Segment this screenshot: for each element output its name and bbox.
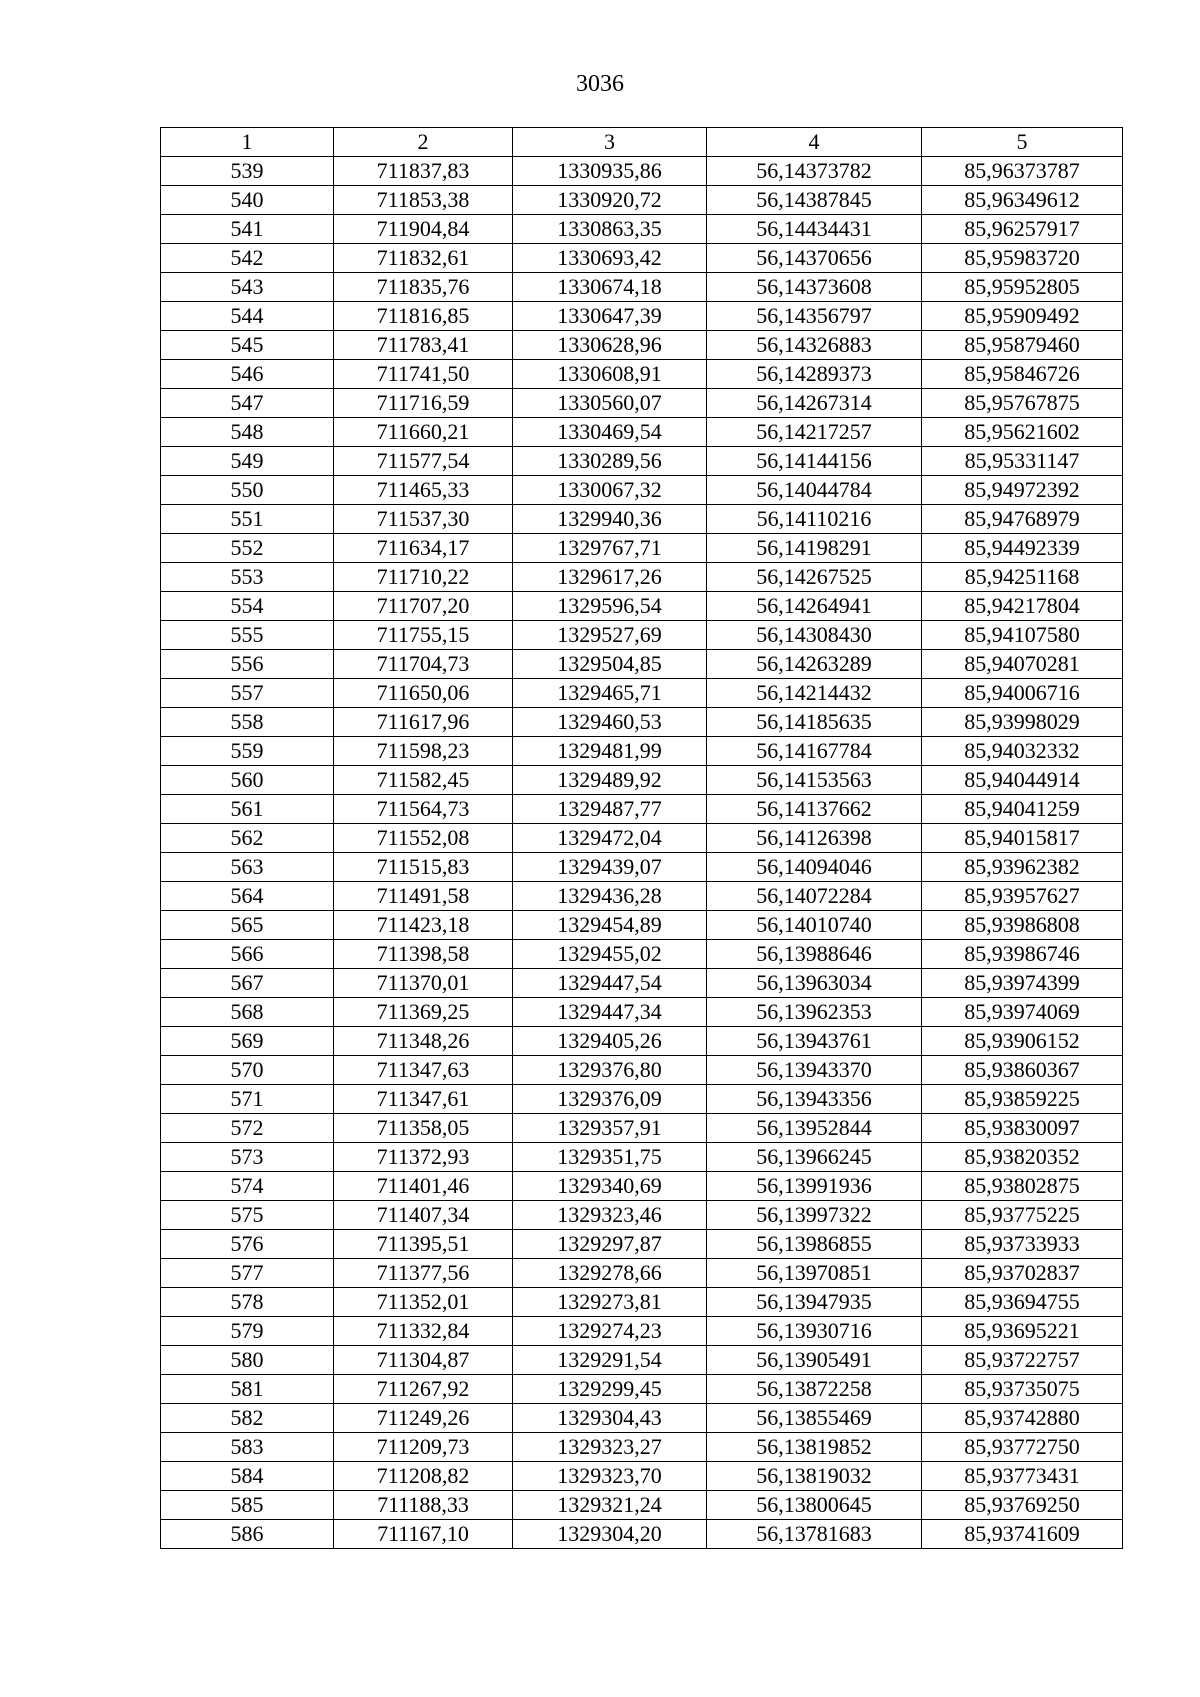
table-cell-col-4: 56,14144156 — [707, 447, 922, 476]
table-row — [161, 1259, 1123, 1288]
table-cell-col-4: 56,13855469 — [707, 1404, 922, 1433]
table-row — [161, 1027, 1123, 1056]
table-row — [161, 592, 1123, 621]
table-cell-col-1: 549 — [161, 447, 334, 476]
table-cell-col-4: 56,14094046 — [707, 853, 922, 882]
table-cell-col-3: 1329278,66 — [513, 1259, 707, 1288]
table-cell-col-5: 85,93702837 — [922, 1259, 1123, 1288]
table-cell-col-5: 85,93735075 — [922, 1375, 1123, 1404]
table-cell-col-4: 56,14326883 — [707, 331, 922, 360]
table-cell-col-4: 56,14044784 — [707, 476, 922, 505]
table-cell-col-5: 85,94107580 — [922, 621, 1123, 650]
table-cell-col-1: 546 — [161, 360, 334, 389]
table-cell-col-2: 711707,20 — [334, 592, 513, 621]
table-cell-col-1: 568 — [161, 998, 334, 1027]
table-cell-col-5: 85,93742880 — [922, 1404, 1123, 1433]
table-cell-col-4: 56,13991936 — [707, 1172, 922, 1201]
table-row — [161, 1201, 1123, 1230]
table-cell-col-5: 85,93974069 — [922, 998, 1123, 1027]
table-cell-col-5: 85,93830097 — [922, 1114, 1123, 1143]
table-cell-col-4: 56,14308430 — [707, 621, 922, 650]
table-row — [161, 1520, 1123, 1549]
table-cell-col-5: 85,96257917 — [922, 215, 1123, 244]
table-cell-col-3: 1329376,80 — [513, 1056, 707, 1085]
table-row — [161, 679, 1123, 708]
table-header — [161, 128, 1123, 157]
table-cell-col-4: 56,14267314 — [707, 389, 922, 418]
table-cell-col-4: 56,13905491 — [707, 1346, 922, 1375]
table-cell-col-2: 711372,93 — [334, 1143, 513, 1172]
table-cell-col-3: 1330289,56 — [513, 447, 707, 476]
table-cell-col-2: 711634,17 — [334, 534, 513, 563]
table-cell-col-1: 580 — [161, 1346, 334, 1375]
table-cell-col-2: 711853,38 — [334, 186, 513, 215]
table-cell-col-4: 56,14267525 — [707, 563, 922, 592]
table-cell-col-3: 1330560,07 — [513, 389, 707, 418]
table-cell-col-5: 85,93769250 — [922, 1491, 1123, 1520]
table-cell-col-4: 56,14137662 — [707, 795, 922, 824]
table-cell-col-3: 1329304,20 — [513, 1520, 707, 1549]
table-cell-col-2: 711369,25 — [334, 998, 513, 1027]
table-row — [161, 1462, 1123, 1491]
table-cell-col-3: 1329299,45 — [513, 1375, 707, 1404]
header-row — [161, 128, 1123, 157]
table-cell-col-3: 1330693,42 — [513, 244, 707, 273]
table-cell-col-3: 1329487,77 — [513, 795, 707, 824]
table-cell-col-3: 1329447,34 — [513, 998, 707, 1027]
table-cell-col-3: 1329454,89 — [513, 911, 707, 940]
table-cell-col-5: 85,95331147 — [922, 447, 1123, 476]
table-cell-col-1: 545 — [161, 331, 334, 360]
table-cell-col-1: 550 — [161, 476, 334, 505]
table-cell-col-4: 56,14264941 — [707, 592, 922, 621]
table-cell-col-4: 56,13872258 — [707, 1375, 922, 1404]
table-cell-col-3: 1330067,32 — [513, 476, 707, 505]
table-cell-col-2: 711395,51 — [334, 1230, 513, 1259]
table-cell-col-4: 56,14289373 — [707, 360, 922, 389]
table-cell-col-5: 85,93859225 — [922, 1085, 1123, 1114]
table-row — [161, 940, 1123, 969]
table-cell-col-1: 578 — [161, 1288, 334, 1317]
table-row — [161, 882, 1123, 911]
column-header-1: 1 — [161, 128, 334, 157]
table-row — [161, 795, 1123, 824]
table-cell-col-3: 1329481,99 — [513, 737, 707, 766]
table-row — [161, 1433, 1123, 1462]
table-cell-col-1: 564 — [161, 882, 334, 911]
table-cell-col-4: 56,13966245 — [707, 1143, 922, 1172]
table-cell-col-1: 552 — [161, 534, 334, 563]
table-cell-col-3: 1329304,43 — [513, 1404, 707, 1433]
table-cell-col-4: 56,14370656 — [707, 244, 922, 273]
table-cell-col-3: 1329617,26 — [513, 563, 707, 592]
table-cell-col-1: 571 — [161, 1085, 334, 1114]
table-cell-col-2: 711710,22 — [334, 563, 513, 592]
table-cell-col-2: 711208,82 — [334, 1462, 513, 1491]
table-cell-col-1: 584 — [161, 1462, 334, 1491]
table-cell-col-1: 581 — [161, 1375, 334, 1404]
table-cell-col-1: 573 — [161, 1143, 334, 1172]
table-cell-col-4: 56,14373608 — [707, 273, 922, 302]
table-cell-col-2: 711304,87 — [334, 1346, 513, 1375]
table-cell-col-2: 711188,33 — [334, 1491, 513, 1520]
table-cell-col-1: 565 — [161, 911, 334, 940]
table-cell-col-5: 85,95767875 — [922, 389, 1123, 418]
table-cell-col-4: 56,13930716 — [707, 1317, 922, 1346]
table-cell-col-2: 711564,73 — [334, 795, 513, 824]
table-cell-col-3: 1330647,39 — [513, 302, 707, 331]
table-cell-col-4: 56,14217257 — [707, 418, 922, 447]
table-row — [161, 215, 1123, 244]
table-cell-col-2: 711837,83 — [334, 157, 513, 186]
table-cell-col-4: 56,13997322 — [707, 1201, 922, 1230]
table-cell-col-3: 1329297,87 — [513, 1230, 707, 1259]
table-cell-col-3: 1329323,46 — [513, 1201, 707, 1230]
table-cell-col-2: 711407,34 — [334, 1201, 513, 1230]
table-cell-col-3: 1329460,53 — [513, 708, 707, 737]
column-header-3: 3 — [513, 128, 707, 157]
table-cell-col-5: 85,93694755 — [922, 1288, 1123, 1317]
table-row — [161, 447, 1123, 476]
table-row — [161, 186, 1123, 215]
table-cell-col-3: 1329596,54 — [513, 592, 707, 621]
table-cell-col-2: 711209,73 — [334, 1433, 513, 1462]
table-row — [161, 389, 1123, 418]
table-row — [161, 1056, 1123, 1085]
table-cell-col-1: 557 — [161, 679, 334, 708]
table-cell-col-3: 1329472,04 — [513, 824, 707, 853]
table-cell-col-5: 85,94041259 — [922, 795, 1123, 824]
table-cell-col-4: 56,13943356 — [707, 1085, 922, 1114]
table-cell-col-1: 559 — [161, 737, 334, 766]
table-row — [161, 911, 1123, 940]
table-cell-col-4: 56,14126398 — [707, 824, 922, 853]
table-cell-col-4: 56,14072284 — [707, 882, 922, 911]
table-cell-col-3: 1329321,24 — [513, 1491, 707, 1520]
table-cell-col-3: 1329376,09 — [513, 1085, 707, 1114]
column-header-5: 5 — [922, 128, 1123, 157]
table-cell-col-2: 711377,56 — [334, 1259, 513, 1288]
table-cell-col-2: 711167,10 — [334, 1520, 513, 1549]
table-cell-col-1: 585 — [161, 1491, 334, 1520]
table-cell-col-4: 56,13947935 — [707, 1288, 922, 1317]
table-row — [161, 1404, 1123, 1433]
table-cell-col-2: 711249,26 — [334, 1404, 513, 1433]
table-cell-col-1: 543 — [161, 273, 334, 302]
table-cell-col-3: 1329439,07 — [513, 853, 707, 882]
table-cell-col-1: 555 — [161, 621, 334, 650]
table-cell-col-5: 85,95909492 — [922, 302, 1123, 331]
table-cell-col-2: 711904,84 — [334, 215, 513, 244]
table-cell-col-1: 570 — [161, 1056, 334, 1085]
table-cell-col-1: 583 — [161, 1433, 334, 1462]
table-cell-col-4: 56,14010740 — [707, 911, 922, 940]
table-cell-col-5: 85,94768979 — [922, 505, 1123, 534]
table-cell-col-4: 56,13962353 — [707, 998, 922, 1027]
table-cell-col-4: 56,13970851 — [707, 1259, 922, 1288]
table-cell-col-4: 56,13952844 — [707, 1114, 922, 1143]
table-cell-col-1: 577 — [161, 1259, 334, 1288]
table-cell-col-2: 711401,46 — [334, 1172, 513, 1201]
table-cell-col-3: 1330469,54 — [513, 418, 707, 447]
table-cell-col-5: 85,93695221 — [922, 1317, 1123, 1346]
table-cell-col-3: 1329489,92 — [513, 766, 707, 795]
table-cell-col-1: 562 — [161, 824, 334, 853]
table-row — [161, 1085, 1123, 1114]
table-cell-col-3: 1329436,28 — [513, 882, 707, 911]
table-body — [161, 157, 1123, 1549]
table-cell-col-3: 1329527,69 — [513, 621, 707, 650]
table-row — [161, 824, 1123, 853]
table-row — [161, 273, 1123, 302]
table-cell-col-2: 711741,50 — [334, 360, 513, 389]
table-cell-col-5: 85,93974399 — [922, 969, 1123, 998]
table-row — [161, 418, 1123, 447]
table-cell-col-3: 1330608,91 — [513, 360, 707, 389]
table-cell-col-5: 85,93998029 — [922, 708, 1123, 737]
table-cell-col-1: 541 — [161, 215, 334, 244]
table-cell-col-1: 548 — [161, 418, 334, 447]
table-cell-col-2: 711835,76 — [334, 273, 513, 302]
table-cell-col-4: 56,14356797 — [707, 302, 922, 331]
table-cell-col-4: 56,13986855 — [707, 1230, 922, 1259]
table-cell-col-5: 85,96349612 — [922, 186, 1123, 215]
table-cell-col-2: 711358,05 — [334, 1114, 513, 1143]
table-row — [161, 244, 1123, 273]
table-cell-col-5: 85,93860367 — [922, 1056, 1123, 1085]
table-row — [161, 534, 1123, 563]
table-cell-col-2: 711552,08 — [334, 824, 513, 853]
table-cell-col-5: 85,95621602 — [922, 418, 1123, 447]
table-cell-col-4: 56,14185635 — [707, 708, 922, 737]
table-row — [161, 1172, 1123, 1201]
table-cell-col-5: 85,93906152 — [922, 1027, 1123, 1056]
table-cell-col-4: 56,13943761 — [707, 1027, 922, 1056]
table-cell-col-5: 85,94015817 — [922, 824, 1123, 853]
table-cell-col-2: 711332,84 — [334, 1317, 513, 1346]
table-cell-col-3: 1330628,96 — [513, 331, 707, 360]
table-cell-col-5: 85,93986746 — [922, 940, 1123, 969]
table-cell-col-5: 85,94251168 — [922, 563, 1123, 592]
table-cell-col-3: 1329351,75 — [513, 1143, 707, 1172]
table-cell-col-1: 582 — [161, 1404, 334, 1433]
table-row — [161, 621, 1123, 650]
table-cell-col-4: 56,14214432 — [707, 679, 922, 708]
table-cell-col-3: 1329447,54 — [513, 969, 707, 998]
table-cell-col-4: 56,14110216 — [707, 505, 922, 534]
table-cell-col-2: 711352,01 — [334, 1288, 513, 1317]
table-cell-col-2: 711783,41 — [334, 331, 513, 360]
table-cell-col-5: 85,93722757 — [922, 1346, 1123, 1375]
table-cell-col-3: 1330920,72 — [513, 186, 707, 215]
table-cell-col-2: 711347,61 — [334, 1085, 513, 1114]
table-cell-col-1: 566 — [161, 940, 334, 969]
table-row — [161, 737, 1123, 766]
table-cell-col-1: 560 — [161, 766, 334, 795]
table-row — [161, 1288, 1123, 1317]
table-cell-col-2: 711832,61 — [334, 244, 513, 273]
table-cell-col-3: 1329455,02 — [513, 940, 707, 969]
table-cell-col-3: 1330935,86 — [513, 157, 707, 186]
table-cell-col-2: 711660,21 — [334, 418, 513, 447]
table-cell-col-5: 85,94070281 — [922, 650, 1123, 679]
table-cell-col-2: 711370,01 — [334, 969, 513, 998]
table-cell-col-4: 56,14387845 — [707, 186, 922, 215]
table-row — [161, 157, 1123, 186]
table-cell-col-1: 572 — [161, 1114, 334, 1143]
column-header-4: 4 — [707, 128, 922, 157]
table-row — [161, 1114, 1123, 1143]
table-cell-col-3: 1329323,70 — [513, 1462, 707, 1491]
table-cell-col-1: 540 — [161, 186, 334, 215]
table-cell-col-1: 569 — [161, 1027, 334, 1056]
table-cell-col-2: 711617,96 — [334, 708, 513, 737]
table-cell-col-2: 711398,58 — [334, 940, 513, 969]
table-cell-col-2: 711537,30 — [334, 505, 513, 534]
table-cell-col-1: 556 — [161, 650, 334, 679]
table-cell-col-2: 711704,73 — [334, 650, 513, 679]
table-cell-col-4: 56,14373782 — [707, 157, 922, 186]
table-row — [161, 1230, 1123, 1259]
table-cell-col-3: 1329767,71 — [513, 534, 707, 563]
table-cell-col-1: 563 — [161, 853, 334, 882]
table-cell-col-2: 711755,15 — [334, 621, 513, 650]
table-cell-col-5: 85,96373787 — [922, 157, 1123, 186]
table-cell-col-1: 558 — [161, 708, 334, 737]
table-row — [161, 998, 1123, 1027]
column-header-2: 2 — [334, 128, 513, 157]
table-cell-col-5: 85,93772750 — [922, 1433, 1123, 1462]
table-cell-col-1: 547 — [161, 389, 334, 418]
table-cell-col-5: 85,93773431 — [922, 1462, 1123, 1491]
table-cell-col-2: 711816,85 — [334, 302, 513, 331]
table-row — [161, 1375, 1123, 1404]
table-cell-col-2: 711267,92 — [334, 1375, 513, 1404]
table-cell-col-5: 85,93962382 — [922, 853, 1123, 882]
table-row — [161, 1491, 1123, 1520]
table-cell-col-5: 85,93741609 — [922, 1520, 1123, 1549]
table-cell-col-5: 85,95952805 — [922, 273, 1123, 302]
table-cell-col-2: 711348,26 — [334, 1027, 513, 1056]
table-cell-col-4: 56,13963034 — [707, 969, 922, 998]
table-cell-col-3: 1330674,18 — [513, 273, 707, 302]
table-cell-col-5: 85,94972392 — [922, 476, 1123, 505]
table-cell-col-2: 711650,06 — [334, 679, 513, 708]
page-number: 3036 — [576, 71, 624, 97]
table-cell-col-4: 56,14198291 — [707, 534, 922, 563]
table-cell-col-1: 554 — [161, 592, 334, 621]
table-cell-col-5: 85,93957627 — [922, 882, 1123, 911]
table-row — [161, 360, 1123, 389]
table-row — [161, 505, 1123, 534]
table-cell-col-1: 542 — [161, 244, 334, 273]
table-cell-col-5: 85,95983720 — [922, 244, 1123, 273]
table-row — [161, 853, 1123, 882]
table-row — [161, 331, 1123, 360]
table-cell-col-1: 561 — [161, 795, 334, 824]
table-cell-col-5: 85,94006716 — [922, 679, 1123, 708]
table-cell-col-4: 56,14167784 — [707, 737, 922, 766]
table-cell-col-5: 85,95879460 — [922, 331, 1123, 360]
table-row — [161, 969, 1123, 998]
table-cell-col-2: 711465,33 — [334, 476, 513, 505]
table-row — [161, 1317, 1123, 1346]
table-cell-col-3: 1329291,54 — [513, 1346, 707, 1375]
table-cell-col-1: 574 — [161, 1172, 334, 1201]
table-cell-col-1: 544 — [161, 302, 334, 331]
table-cell-col-4: 56,14434431 — [707, 215, 922, 244]
table-cell-col-3: 1329940,36 — [513, 505, 707, 534]
table-cell-col-1: 576 — [161, 1230, 334, 1259]
table-cell-col-5: 85,93820352 — [922, 1143, 1123, 1172]
table-row — [161, 302, 1123, 331]
table-cell-col-5: 85,94492339 — [922, 534, 1123, 563]
table-row — [161, 1143, 1123, 1172]
table-cell-col-5: 85,95846726 — [922, 360, 1123, 389]
table-cell-col-4: 56,14153563 — [707, 766, 922, 795]
table-cell-col-4: 56,13988646 — [707, 940, 922, 969]
table-cell-col-4: 56,13781683 — [707, 1520, 922, 1549]
table-cell-col-2: 711716,59 — [334, 389, 513, 418]
table-cell-col-4: 56,13800645 — [707, 1491, 922, 1520]
table-cell-col-4: 56,13943370 — [707, 1056, 922, 1085]
table-cell-col-3: 1329274,23 — [513, 1317, 707, 1346]
table-cell-col-1: 553 — [161, 563, 334, 592]
table-cell-col-4: 56,13819032 — [707, 1462, 922, 1491]
table-cell-col-5: 85,93802875 — [922, 1172, 1123, 1201]
table-cell-col-3: 1329323,27 — [513, 1433, 707, 1462]
table-cell-col-2: 711598,23 — [334, 737, 513, 766]
table-row — [161, 476, 1123, 505]
table-cell-col-4: 56,13819852 — [707, 1433, 922, 1462]
table-cell-col-3: 1329465,71 — [513, 679, 707, 708]
table-cell-col-5: 85,94032332 — [922, 737, 1123, 766]
table-cell-col-2: 711577,54 — [334, 447, 513, 476]
table-cell-col-1: 539 — [161, 157, 334, 186]
table-cell-col-2: 711582,45 — [334, 766, 513, 795]
table-cell-col-5: 85,93986808 — [922, 911, 1123, 940]
table-row — [161, 708, 1123, 737]
table-cell-col-2: 711491,58 — [334, 882, 513, 911]
table-cell-col-3: 1329273,81 — [513, 1288, 707, 1317]
table-cell-col-5: 85,94044914 — [922, 766, 1123, 795]
table-row — [161, 650, 1123, 679]
table-cell-col-5: 85,93775225 — [922, 1201, 1123, 1230]
table-cell-col-1: 551 — [161, 505, 334, 534]
table-cell-col-1: 579 — [161, 1317, 334, 1346]
table-cell-col-1: 586 — [161, 1520, 334, 1549]
table-cell-col-5: 85,94217804 — [922, 592, 1123, 621]
table-cell-col-4: 56,14263289 — [707, 650, 922, 679]
table-cell-col-3: 1329340,69 — [513, 1172, 707, 1201]
table-cell-col-2: 711347,63 — [334, 1056, 513, 1085]
table-row — [161, 766, 1123, 795]
table-cell-col-1: 567 — [161, 969, 334, 998]
table-row — [161, 1346, 1123, 1375]
table-cell-col-3: 1329357,91 — [513, 1114, 707, 1143]
table-cell-col-2: 711515,83 — [334, 853, 513, 882]
table-row — [161, 563, 1123, 592]
coordinates-table — [160, 127, 1123, 1549]
table-cell-col-3: 1329504,85 — [513, 650, 707, 679]
table-cell-col-5: 85,93733933 — [922, 1230, 1123, 1259]
table-cell-col-3: 1329405,26 — [513, 1027, 707, 1056]
table-cell-col-3: 1330863,35 — [513, 215, 707, 244]
table-cell-col-1: 575 — [161, 1201, 334, 1230]
table-cell-col-2: 711423,18 — [334, 911, 513, 940]
